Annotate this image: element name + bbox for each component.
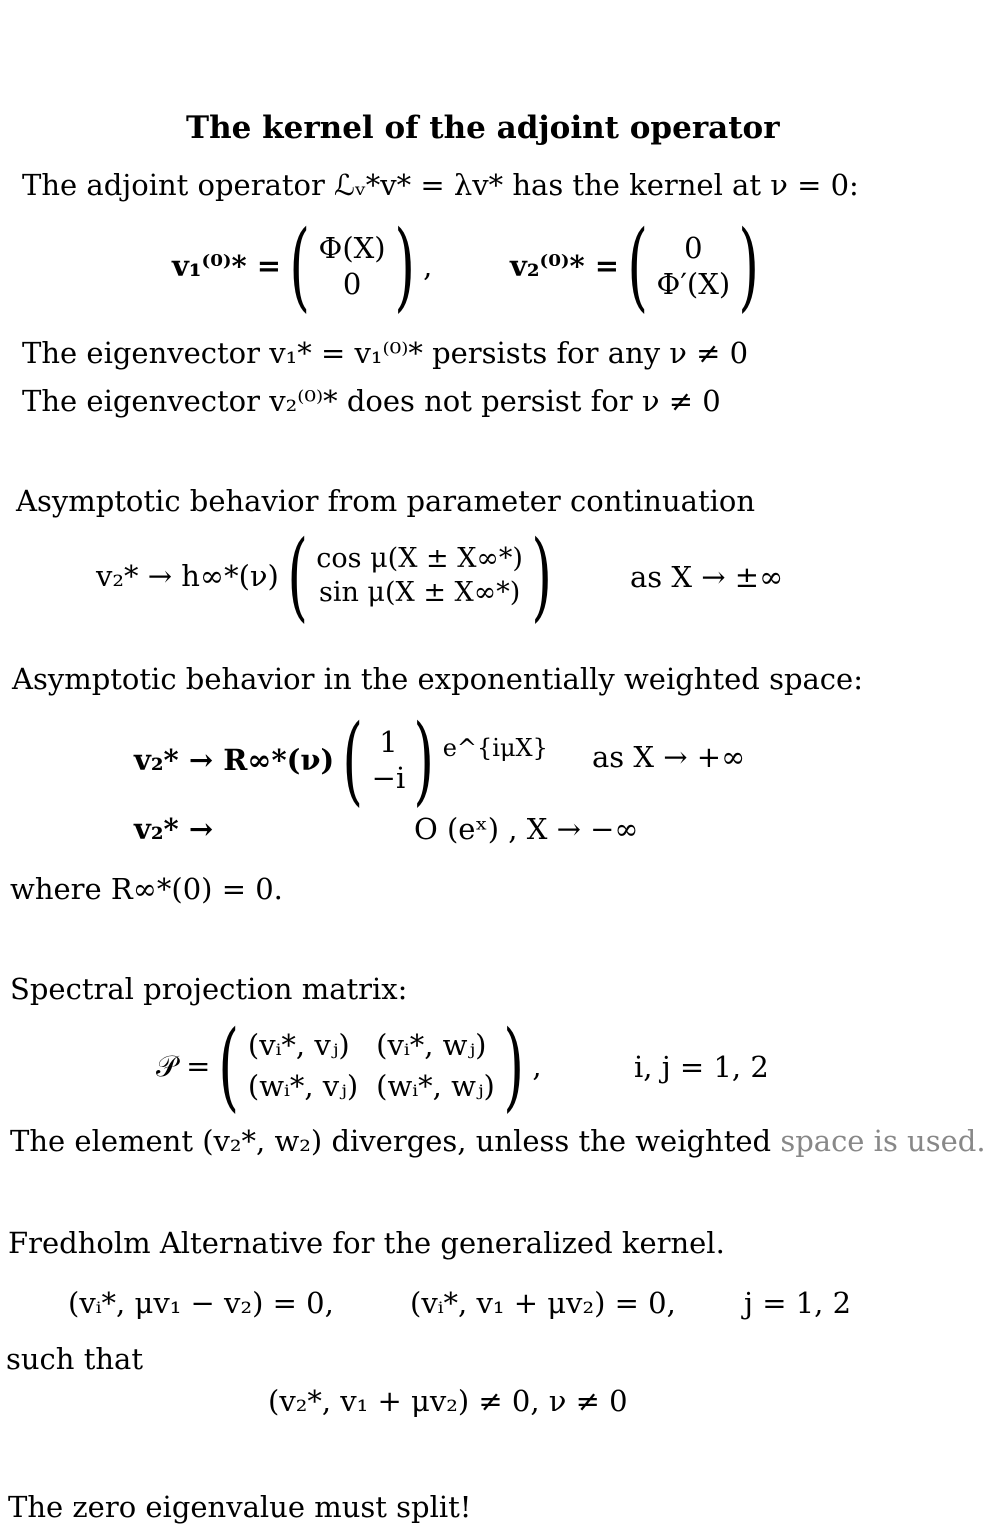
asym2-row2-lhs: v₂* → — [134, 812, 214, 846]
kernel-v1-top: Φ(X) — [318, 230, 386, 265]
diverge-main: The element (v₂*, w₂) diverges, unless the weighted — [10, 1124, 772, 1158]
asym2-where: where R∞*(0) = 0. — [10, 872, 283, 906]
asym2-row2-mid: O (eˣ) , X → −∞ — [414, 812, 639, 846]
kernel-v1-label: v₁⁽⁰⁾* = — [172, 249, 282, 283]
asym2-row1-top: 1 — [379, 724, 398, 759]
kernel-separator: , — [423, 249, 433, 283]
matrix-cell-22: (wᵢ*, wⱼ) — [376, 1069, 495, 1103]
asym2-heading: Asymptotic behavior in the exponentially weighted space: — [12, 662, 863, 696]
matrix-cell-12: (vᵢ*, wⱼ) — [376, 1028, 487, 1063]
kernel-v2: v₂⁽⁰⁾* = ( 0 Φ′(X) ) — [510, 210, 760, 322]
kernel-v1: v₁⁽⁰⁾* = ( Φ(X) 0 ) , — [172, 210, 433, 322]
fredholm-eq2: (vᵢ*, v₁ + μv₂) = 0, — [410, 1286, 676, 1320]
fredholm-eq3: j = 1, 2 — [744, 1286, 852, 1320]
spectral-matrix: 𝒫 = ( (vᵢ*, vⱼ) (vᵢ*, wⱼ) (wᵢ*, vⱼ) (wᵢ*, wⱼ) ) , — [156, 1010, 542, 1122]
spectral-heading: Spectral projection matrix: — [10, 972, 408, 1006]
kernel-v2-top: 0 — [684, 230, 703, 265]
asym2-row1-condition: as X → +∞ — [592, 740, 746, 774]
asym2-row1-bottom: −i — [371, 761, 406, 795]
asym2-row1: v₂* → R∞*(ν) ( 1 −i ) e^{iμX} — [134, 704, 548, 816]
asym1-condition: as X → ±∞ — [630, 560, 784, 594]
persist-line-2: The eigenvector v₂⁽⁰⁾* does not persist for ν ≠ 0 — [22, 384, 721, 418]
spectral-separator: , — [532, 1049, 542, 1083]
diverge-text — [10, 1124, 986, 1158]
page-title: The kernel of the adjoint operator — [186, 110, 780, 146]
fredholm-eq1: (vᵢ*, μv₁ − v₂) = 0, — [68, 1286, 334, 1320]
such-that: such that — [6, 1342, 143, 1376]
persist-line-1: The eigenvector v₁* = v₁⁽⁰⁾* persists for any ν ≠ 0 — [22, 336, 749, 370]
asym1-lhs: v₂* → h∞*(ν) — [96, 559, 279, 593]
diverge-tail: space is used. — [780, 1124, 986, 1158]
matrix-cell-11: (vᵢ*, vⱼ) — [247, 1028, 350, 1063]
asym1-heading: Asymptotic behavior from parameter continuation — [16, 484, 756, 518]
fredholm-heading: Fredholm Alternative for the generalized kernel. — [8, 1226, 725, 1260]
kernel-v2-label: v₂⁽⁰⁾* = — [510, 249, 620, 283]
fredholm-eq4: (v₂*, v₁ + μv₂) ≠ 0, ν ≠ 0 — [268, 1384, 628, 1418]
asym1-bottom: sin μ(X ± X∞*) — [318, 577, 521, 608]
asym1-equation: v₂* → h∞*(ν) ( cos μ(X ± X∞*) sin μ(X ± X∞*) ) — [96, 520, 552, 632]
matrix-cell-21: (wᵢ*, vⱼ) — [247, 1069, 359, 1103]
kernel-v2-bottom: Φ′(X) — [656, 267, 731, 301]
spectral-indices: i, j = 1, 2 — [634, 1050, 769, 1084]
kernel-v1-bottom: 0 — [342, 267, 362, 301]
conclusion: The zero eigenvalue must split! — [8, 1490, 472, 1524]
spectral-lhs: 𝒫 = — [156, 1048, 211, 1083]
intro-text: The adjoint operator ℒᵥ*v* = λv* has the kernel at ν = 0: — [22, 168, 859, 202]
asym2-row1-exp: e^{iμX} — [442, 734, 548, 762]
asym2-row1-lhs: v₂* → R∞*(ν) — [134, 743, 335, 777]
asym1-top: cos μ(X ± X∞*) — [316, 543, 523, 575]
